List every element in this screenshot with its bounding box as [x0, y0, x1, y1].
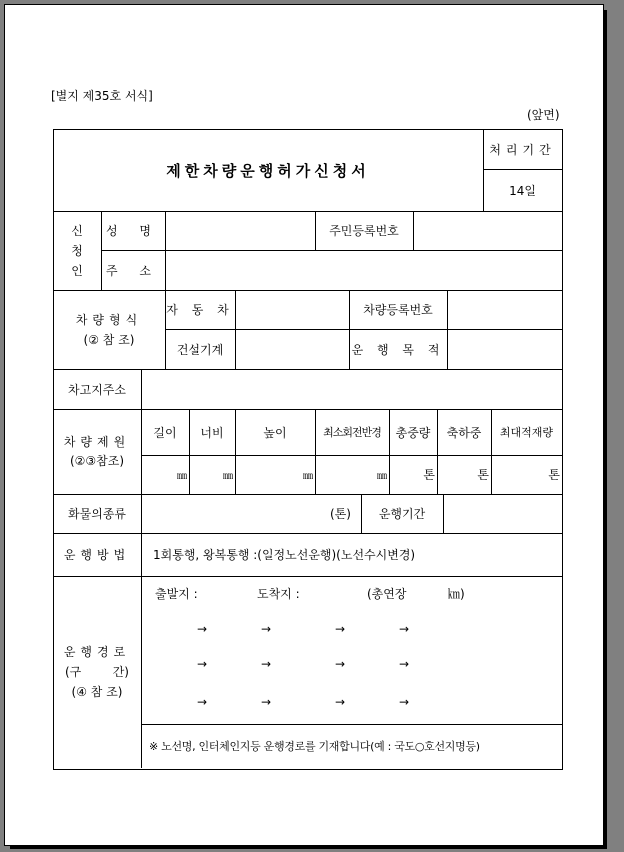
route-arrow-icon: →	[261, 657, 272, 671]
garage-address-field[interactable]	[141, 369, 562, 409]
route-arrow-icon: →	[335, 695, 346, 709]
spec-width-unit[interactable]: ㎜	[223, 471, 233, 482]
car-label: 자 동 차	[166, 303, 234, 317]
route-arrow-icon: →	[261, 622, 272, 636]
operation-method-value[interactable]: 1회통행, 왕복통행 :(일정노선운행)(노선수시변경)	[153, 548, 416, 562]
operation-purpose-field[interactable]	[447, 329, 562, 369]
applicant-group-label: 신 청 인	[71, 223, 83, 278]
garage-address-label: 차고지주소	[68, 382, 126, 397]
vehicle-specs-label: 차량제원 (②③참조)	[63, 434, 131, 468]
name-field[interactable]	[165, 211, 315, 250]
annex-label: [별지 제35호 서식]	[51, 89, 153, 103]
construction-machine-label: 건설기계	[176, 342, 224, 357]
registration-number-field[interactable]	[447, 290, 562, 329]
operation-period-label: 운행기간	[378, 507, 426, 521]
address-field[interactable]	[165, 250, 562, 290]
operation-method-label: 운행방법	[63, 548, 131, 562]
processing-period-label: 처리기간	[489, 142, 556, 157]
page-side-label: (앞면)	[527, 108, 560, 122]
name-label: 성 명	[106, 224, 160, 238]
spec-height-header: 높이	[263, 425, 287, 440]
resident-number-label: 주민등록번호	[329, 224, 399, 238]
spec-height-unit[interactable]: ㎜	[303, 471, 313, 482]
route-label: 운행경로 (구 간) (④ 참 조)	[63, 645, 131, 699]
route-arrow-icon: →	[335, 622, 346, 636]
route-arrow-icon: →	[399, 657, 410, 671]
spec-axle-load-unit[interactable]: 톤	[477, 468, 489, 482]
spec-length-header: 길이	[153, 425, 177, 440]
spec-max-load-header: 최대적재량	[499, 426, 554, 439]
registration-number-label: 차량등록번호	[363, 303, 433, 317]
vehicle-type-label: 차량형식 (② 참 조)	[75, 312, 143, 347]
arrival-label: 도착지 :	[257, 587, 300, 601]
spec-max-load-unit[interactable]: 톤	[548, 468, 560, 482]
spec-axle-load-header: 축하중	[446, 425, 482, 440]
route-arrow-icon: →	[197, 695, 208, 709]
address-label: 주 소	[106, 263, 160, 278]
route-arrow-icon: →	[399, 622, 410, 636]
route-field[interactable]	[141, 576, 562, 724]
form-title: 제한차량운행허가신청서	[166, 161, 370, 180]
route-arrow-icon: →	[261, 695, 272, 709]
cargo-type-field[interactable]: (톤)	[330, 507, 351, 521]
route-arrow-icon: →	[335, 657, 346, 671]
spec-turning-radius-header: 최소회전반경	[323, 426, 381, 439]
route-note: ※ 노선명, 인터체인지등 운행경로를 기재합니다(예 : 국도○호선지명등)	[149, 740, 480, 753]
car-field[interactable]	[235, 290, 349, 329]
route-arrow-icon: →	[197, 657, 208, 671]
route-arrow-icon: →	[197, 622, 208, 636]
spec-length-unit[interactable]: ㎜	[177, 471, 187, 482]
spec-width-header: 너비	[200, 425, 224, 440]
distance-unit: ㎞)	[448, 587, 465, 601]
departure-label: 출발지 :	[155, 587, 198, 601]
resident-number-field[interactable]	[413, 211, 562, 250]
spec-turning-radius-unit[interactable]: ㎜	[377, 471, 387, 482]
form-page	[4, 4, 604, 846]
construction-machine-field[interactable]	[235, 329, 349, 369]
spec-gross-weight-header: 총중량	[395, 425, 431, 440]
processing-period-value: 14일	[509, 183, 536, 198]
route-arrow-icon: →	[399, 695, 410, 709]
cargo-type-label: 화물의종류	[68, 507, 126, 521]
operation-purpose-label: 운 행 목 적	[351, 342, 445, 357]
total-distance-label: (총연장	[367, 587, 407, 601]
operation-period-field[interactable]	[443, 494, 562, 533]
spec-gross-weight-unit[interactable]: 톤	[423, 468, 435, 482]
